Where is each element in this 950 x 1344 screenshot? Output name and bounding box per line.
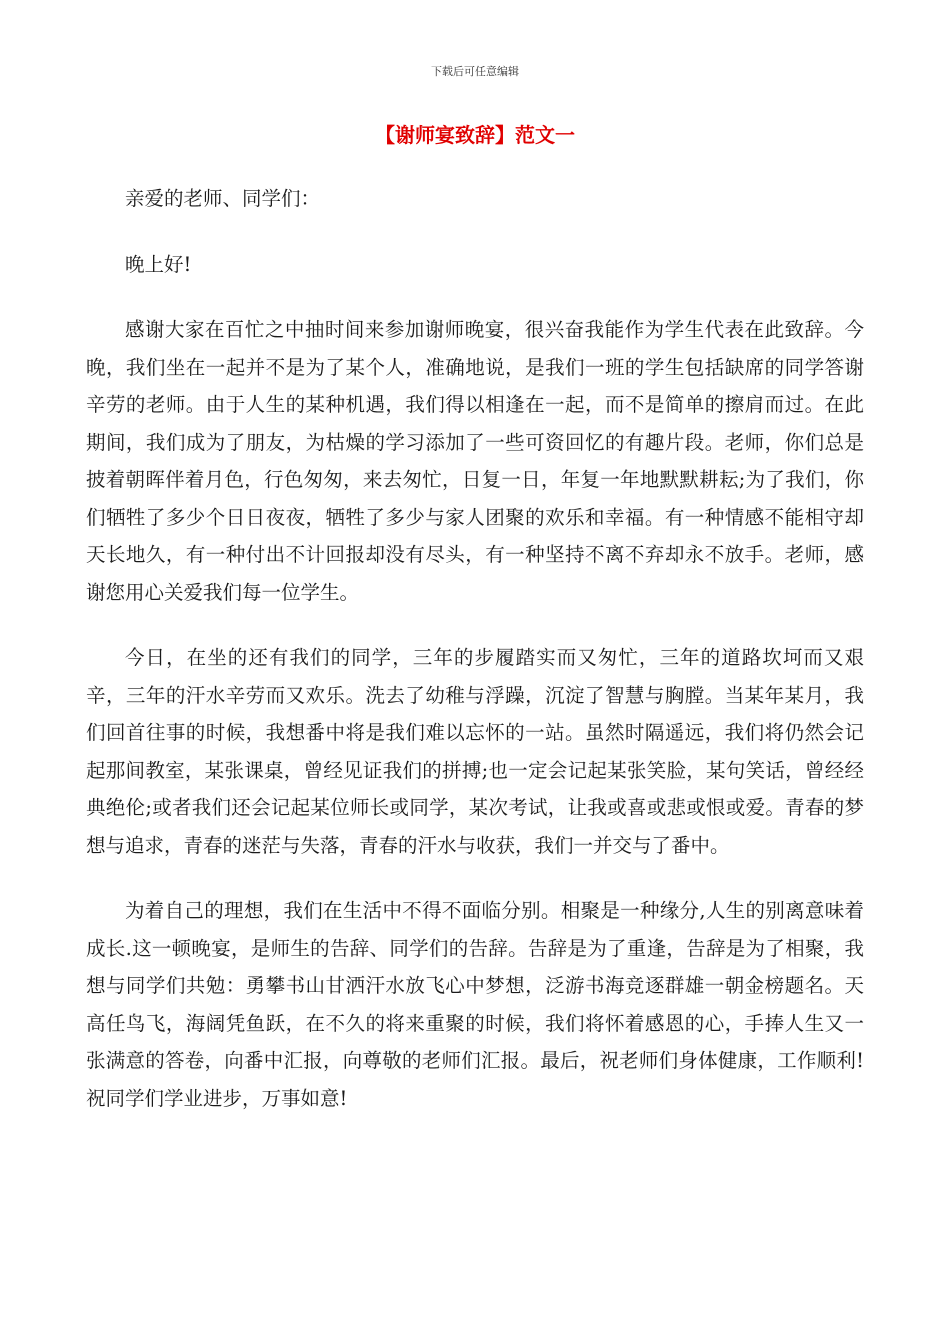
- paragraph-3: 为着自己的理想，我们在生活中不得不面临分别。相聚是一种缘分,人生的别离意味着成长.这一顿晚宴，是师生的告辞、同学们的告辞。告辞是为了重逢，告辞是为了相聚，我想与同学们共勉：勇攀书山甘洒汗水放飞心中梦想，泛游书海竞逐群雄一朝金榜题名。天高任鸟飞，海阔凭鱼跃，在不久的将来重聚的时候，我们将怀着感恩的心，手捧人生又一张满意的答卷，向番中汇报，向尊敬的老师们汇报。最后，祝老师们身体健康，工作顺利!祝同学们学业进步，万事如意!: [86, 899, 864, 1110]
- paragraph-1: 感谢大家在百忙之中抽时间来参加谢师晚宴，很兴奋我能作为学生代表在此致辞。今晚，我们坐在一起并不是为了某个人，准确地说，是我们一班的学生包括缺席的同学答谢辛劳的老师。由于人生的某种机遇，我们得以相逢在一起，而不是简单的擦肩而过。在此期间，我们成为了朋友，为枯燥的学习添加了一些可资回忆的有趣片段。老师，你们总是披着朝晖伴着月色，行色匆匆，来去匆忙，日复一日，年复一年地默默耕耘;为了我们，你们牺牲了多少个日日夜夜，牺牲了多少与家人团聚的欢乐和幸福。有一种情感不能相守却天长地久，有一种付出不计回报却没有尽头，有一种坚持不离不弃却永不放手。老师，感谢您用心关爱我们每一位学生。: [86, 318, 864, 604]
- document-body: [86, 180, 864, 1145]
- greeting: 晚上好!: [125, 252, 192, 276]
- salutation: 亲爱的老师、同学们：: [125, 187, 321, 210]
- document-title: 【谢师宴致辞】范文一: [375, 123, 575, 147]
- header-note: 下载后可任意编辑: [431, 65, 519, 78]
- paragraph-2: 今日，在坐的还有我们的同学，三年的步履踏实而又匆忙，三年的道路坎坷而又艰辛，三年的汗水辛劳而又欢乐。洗去了幼稚与浮躁，沉淀了智慧与胸膛。当某年某月，我们回首往事的时候，我想番中将是我们难以忘怀的一站。虽然时隔遥远，我们将仍然会记起那间教室，某张课桌，曾经见证我们的拼搏;也一定会记起某张笑脸，某句笑话，曾经经典绝伦;或者我们还会记起某位师长或同学，某次考试，让我或喜或悲或恨或爱。青春的梦想与追求，青春的迷茫与失落，青春的汗水与收获，我们一并交与了番中。: [86, 646, 864, 857]
